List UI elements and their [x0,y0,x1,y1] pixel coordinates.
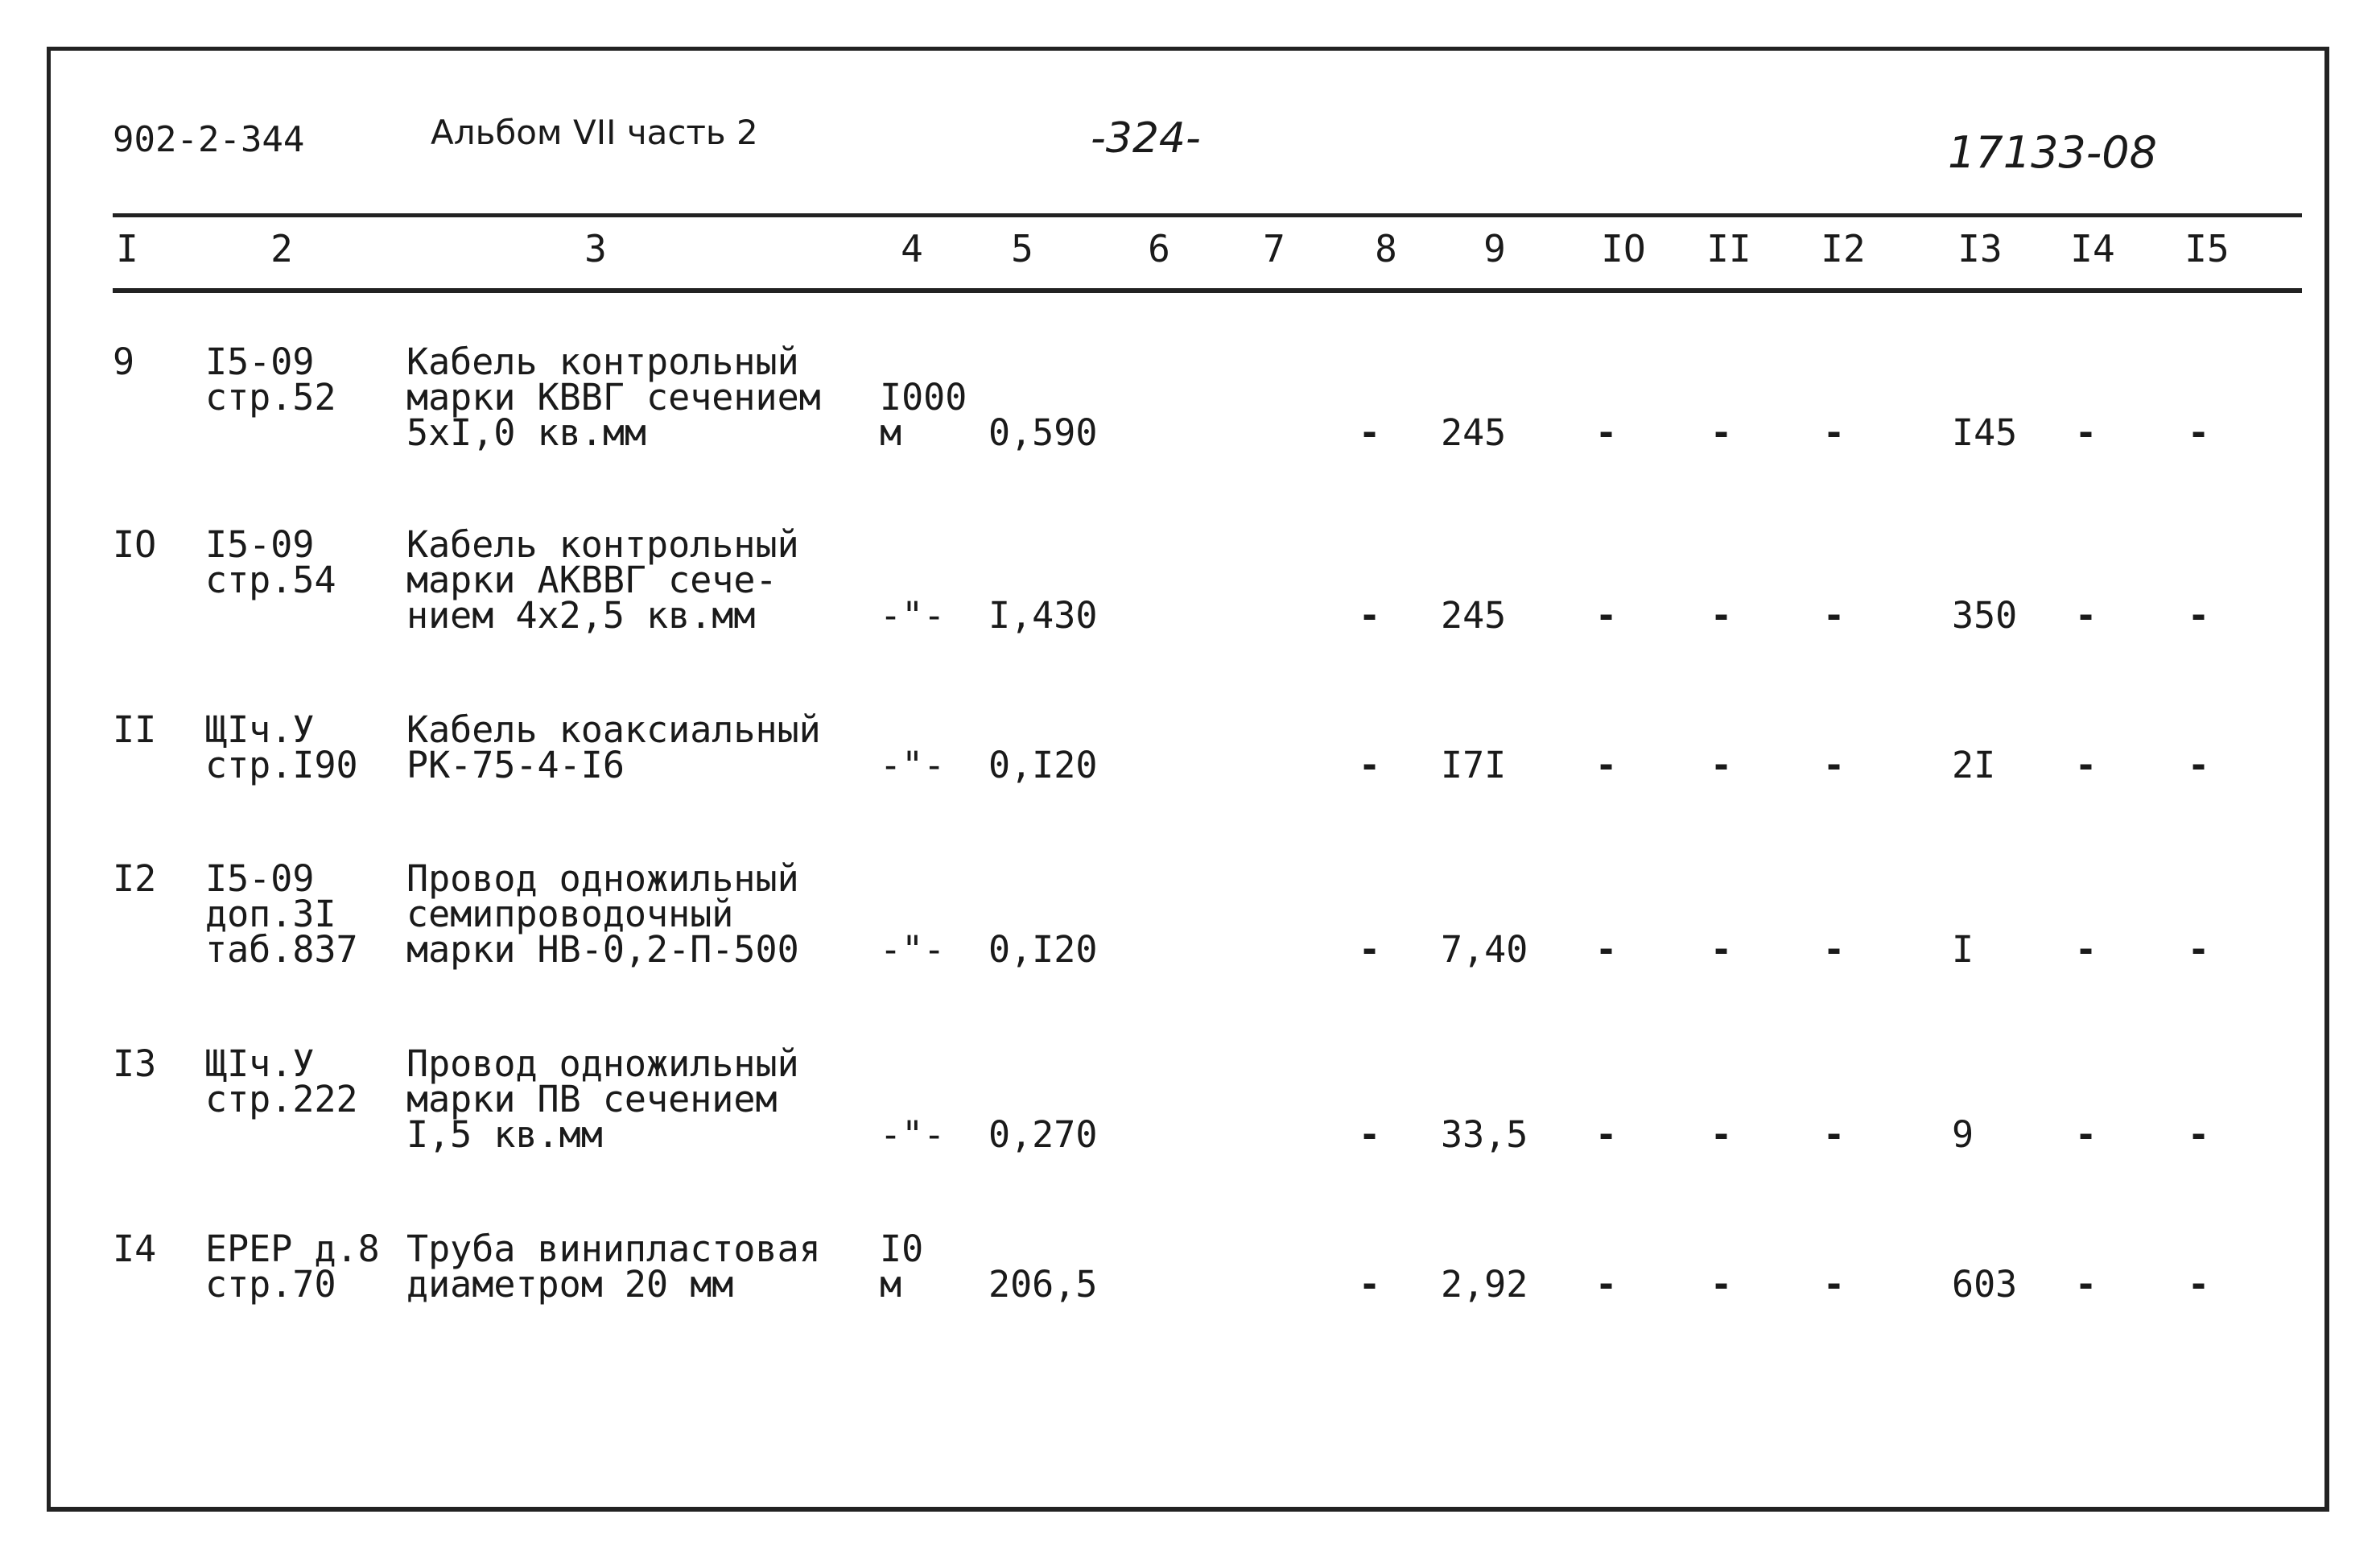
column-number: 6 [1148,227,1170,270]
row-description: Провод одножильный [406,857,799,900]
row-col5-value: 0,270 [988,1113,1098,1156]
row-col15-value: - [2188,1263,2210,1306]
row-col11-value: - [1710,1113,1733,1156]
row-col14-value: - [2075,1113,2098,1156]
row-reference: ЩIч.У [205,1042,315,1085]
column-number: I2 [1821,227,1866,270]
row-col8-value: - [1359,411,1381,454]
row-number: I3 [113,1042,157,1085]
row-reference: стр.70 [205,1263,336,1306]
row-col11-value: - [1710,1263,1733,1306]
row-col13-value: 603 [1952,1263,2018,1306]
row-description: марки НВ-0,2-П-500 [406,928,799,971]
row-col15-value: - [2188,594,2210,637]
row-reference: I5-09 [205,857,315,900]
row-col10-value: - [1595,594,1618,637]
row-description: семипроводочный [406,893,734,935]
row-col13-value: I45 [1952,411,2018,454]
row-description: РК-75-4-I6 [406,744,625,786]
row-col9-value: 245 [1441,411,1507,454]
row-col8-value: - [1359,928,1381,971]
column-number: I [116,227,138,270]
row-number: IO [113,523,157,566]
row-col9-value: I7I [1441,744,1507,786]
column-number: 4 [901,227,923,270]
row-col10-value: - [1595,1113,1618,1156]
row-col10-value: - [1595,928,1618,971]
row-reference: стр.54 [205,559,336,601]
column-number: 5 [1011,227,1033,270]
row-description: марки КВВГ сечением [406,376,821,419]
row-col5-value: 206,5 [988,1263,1098,1306]
row-col8-value: - [1359,1263,1381,1306]
row-col5-value: 0,590 [988,411,1098,454]
column-number: 2 [270,227,293,270]
row-unit: I0 [880,1228,924,1270]
row-col5-value: I,430 [988,594,1098,637]
row-description: I,5 кв.мм [406,1113,603,1156]
row-number: 9 [113,340,135,383]
row-reference: I5-09 [205,523,315,566]
row-description: марки ПВ сечением [406,1078,778,1120]
column-number: I3 [1957,227,2003,270]
row-col12-value: - [1823,928,1846,971]
row-reference: стр.52 [205,376,336,419]
row-col8-value: - [1359,1113,1381,1156]
row-col13-value: 2I [1952,744,1996,786]
row-col9-value: 7,40 [1441,928,1528,971]
row-col12-value: - [1823,744,1846,786]
row-col10-value: - [1595,1263,1618,1306]
column-number: IO [1601,227,1646,270]
page-number: -324- [1091,114,1201,163]
row-col8-value: - [1359,744,1381,786]
row-col12-value: - [1823,594,1846,637]
row-unit: -"- [880,928,946,971]
row-col12-value: - [1823,411,1846,454]
header-rule-bottom [113,288,2302,293]
row-reference: стр.I90 [205,744,358,786]
row-col15-value: - [2188,411,2210,454]
row-col11-value: - [1710,744,1733,786]
row-reference: ЕРЕР д.8 [205,1228,380,1270]
row-description: Провод одножильный [406,1042,799,1085]
row-col5-value: 0,I20 [988,744,1098,786]
row-col9-value: 33,5 [1441,1113,1528,1156]
row-col5-value: 0,I20 [988,928,1098,971]
row-description: Труба винипластовая [406,1228,821,1270]
column-number: I5 [2184,227,2230,270]
row-col9-value: 245 [1441,594,1507,637]
row-description: нием 4x2,5 кв.мм [406,594,756,637]
row-description: Кабель контрольный [406,340,799,383]
row-col14-value: - [2075,1263,2098,1306]
row-col8-value: - [1359,594,1381,637]
row-col11-value: - [1710,928,1733,971]
row-unit: -"- [880,1113,946,1156]
row-number: I4 [113,1228,157,1270]
row-col13-value: 9 [1952,1113,1974,1156]
row-description: Кабель коаксиальный [406,708,821,751]
column-number: 8 [1375,227,1397,270]
row-col13-value: I [1952,928,1974,971]
row-unit: м [880,411,902,454]
row-col14-value: - [2075,594,2098,637]
row-col14-value: - [2075,744,2098,786]
row-col11-value: - [1710,594,1733,637]
row-description: диаметром 20 мм [406,1263,734,1306]
row-col13-value: 350 [1952,594,2018,637]
row-number: II [113,708,157,751]
row-col12-value: - [1823,1263,1846,1306]
row-col12-value: - [1823,1113,1846,1156]
row-col14-value: - [2075,411,2098,454]
column-number: II [1706,227,1751,270]
row-col10-value: - [1595,411,1618,454]
header-rule-top [113,213,2302,217]
row-reference: I5-09 [205,340,315,383]
row-unit: I000 [880,376,967,419]
row-col15-value: - [2188,928,2210,971]
row-description: марки АКВВГ сече- [406,559,778,601]
column-number: 3 [584,227,607,270]
row-col10-value: - [1595,744,1618,786]
column-number: 9 [1483,227,1506,270]
column-number: 7 [1263,227,1285,270]
project-code: 902-2-344 [113,119,305,160]
row-unit: -"- [880,594,946,637]
row-col15-value: - [2188,744,2210,786]
row-description: 5xI,0 кв.мм [406,411,647,454]
row-col11-value: - [1710,411,1733,454]
row-reference: доп.3I [205,893,336,935]
row-col9-value: 2,92 [1441,1263,1528,1306]
row-col15-value: - [2188,1113,2210,1156]
row-unit: -"- [880,744,946,786]
album-label: Альбом VII часть 2 [431,113,758,152]
row-unit: м [880,1263,902,1306]
document-number: 17133-08 [1948,127,2157,178]
row-col14-value: - [2075,928,2098,971]
row-description: Кабель контрольный [406,523,799,566]
column-number: I4 [2070,227,2115,270]
row-reference: таб.837 [205,928,358,971]
row-reference: ЩIч.У [205,708,315,751]
row-number: I2 [113,857,157,900]
row-reference: стр.222 [205,1078,358,1120]
